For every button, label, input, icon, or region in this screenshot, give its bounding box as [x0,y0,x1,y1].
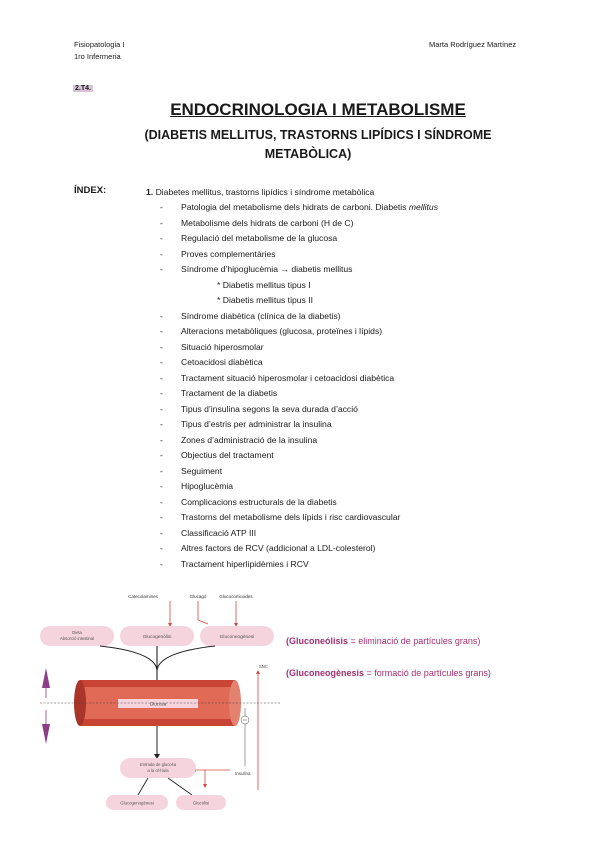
index-item-text: Situació hiperosmolar [181,341,264,352]
index-main-text: Diabetes mellitus, trastorns lipídics i síndrome metabòlica [155,187,375,197]
index-item [160,557,520,573]
diagram-text: Gluconeogènesi [219,635,255,640]
index-item-text: Complicacions estructurals de la diabetis [181,496,337,507]
index-item-dash: - [160,264,163,274]
index-item-dash: - [160,310,163,321]
diagram-text: Dieta [72,630,82,635]
index-item-text: Hipoglucèmia [181,481,234,491]
page-subtitle [0,126,600,164]
index-item-text: Tipus d’insulina segons la seva durada d’acció [181,403,358,414]
index-item [160,386,520,402]
index-item-text: Seguiment [181,465,223,476]
subtitle-line-1: (DIABETIS MELLITUS, TRASTORNS LIPÍDICS I SÍNDROME [144,128,492,142]
index-item-text: Alteracions metabòliques (glucosa, proteïnes i lípids) [181,326,383,336]
diagram-text: Absorció intestinal [60,636,94,641]
index-item-dash: - [160,248,163,259]
index-item-dash: - [160,341,163,352]
index-item-dash: - [160,465,163,476]
index-main-item [146,185,374,201]
index-item [160,262,520,278]
header-subject: Fisiopatologia I [74,40,125,49]
index-item [160,479,520,495]
index-item-text: Regulació del metabolisme de la glucosa [181,233,338,243]
down-arrow [42,724,50,744]
index-item-text: * Diabetis mellitus tipus II [217,295,313,305]
header-author: Marta Rodríguez Martínez [429,40,517,49]
index-item-text: Zones d’administració de la insulina [181,434,318,445]
index-label: ÍNDEX: [74,185,107,196]
index-item [160,200,520,216]
diagram-text: Glucosa [149,701,167,707]
index-item-dash: - [160,326,163,336]
index-item [160,402,520,418]
index-item [160,448,520,464]
note-gluconeogenesis-term: (Gluconeogènesis [286,668,365,678]
index-item [160,324,520,340]
index-item-text: * Diabetis mellitus tipus I [217,279,311,290]
diagram-text: Insulina [235,771,251,776]
index-item [160,464,520,480]
index-item [160,340,520,356]
diagram-text: Glucòlisi [192,800,210,806]
diagram-label-glucago: Glucagó [189,594,207,599]
index-item-text: Tractament de la diabetis [181,388,278,398]
index-item [160,510,520,526]
index-item-dash: - [160,496,163,507]
index-item-text: Tractament situació hiperosmolar i cetoacidosi diabètica [181,372,395,383]
index-item-text: Síndrome d’hipoglucèmia → diabetis mellitus [181,264,353,274]
index-item-dash: - [160,419,163,429]
index-item-text: Tractament hiperlipidèmies i RCV [181,558,309,569]
up-arrow [42,668,50,688]
index-main-number: 1. [146,187,154,197]
index-item-dash: - [160,434,163,445]
index-sublist [160,200,520,572]
subtitle-line-2: METABÒLICA) [264,147,352,161]
index-item-italic: mellitus [408,202,439,212]
index-item-dash: - [160,357,163,367]
index-item-text: Classificació ATP III [181,527,257,538]
index-item-dash: - [160,372,163,383]
index-item-dash: - [160,481,163,491]
note-glucogenolisis [286,636,480,646]
page-title: ENDOCRINOLOGIA I METABOLISME [170,100,466,119]
index-item [160,495,520,511]
diagram-text: Glucogenòlisi [142,635,172,640]
index-item-dash: - [160,512,163,522]
index-item-text: Cetoacidosi diabètica [181,357,263,367]
index-item [160,433,520,449]
diagram-text: Glucogenogènesi [120,800,154,806]
index-item [160,541,520,557]
note-gluconeogenesis [286,668,491,678]
hormone-arrows [170,601,236,624]
index-item [160,293,520,309]
header-course: 1ro Infermeria [74,52,121,61]
section-code: 2.T4. [75,85,91,92]
index-item-text: Trastorns del metabolisme dels lípids i risc cardiovascular [181,512,401,522]
diagram-label-catecolamines: Catecolamines [128,594,158,599]
index-item [160,231,520,247]
glucose-regulation-diagram [40,590,280,815]
index-item [160,216,520,232]
index-item-dash: - [160,388,163,398]
index-item-text: Altres factors de RCV (addicional a LDL-colesterol) [181,543,376,553]
index-item [160,371,520,387]
diagram-text: Entrada de glucosa [139,762,177,767]
diagram-label-glucocorticoides: Glucocorticoides [219,594,253,599]
index-item-text: Metabolisme dels hidrats de carboni (H de C) [181,217,354,228]
index-item-dash: - [160,527,163,538]
index-item [160,526,520,542]
index-item [160,309,520,325]
index-item-text: Tipus d’estris per administrar la insulina [181,419,332,429]
index-item-text: Síndrome diabètica (clínica de la diabetis) [181,310,341,321]
index-item [160,417,520,433]
index-item-dash: - [160,450,163,460]
note-glucogenolisis-term: (Gluconeólisis [286,636,349,646]
index-item-dash: - [160,558,163,569]
diagram-svg [40,590,280,815]
index-item-text: Proves complementàries [181,248,276,259]
diagram-text: SNC [259,664,268,669]
note-glucogenolisis-def: = eliminació de partícules grans) [348,636,481,646]
index-item [160,278,520,294]
index-item-dash: - [160,202,163,212]
index-item-dash: - [160,233,163,243]
index-item [160,355,520,371]
index-item-dash: - [160,403,163,414]
index-item-text: Patologia del metabolisme dels hidrats de carboni. Diabetis [181,202,409,212]
diagram-text: a la cèl·lula [147,768,169,773]
note-gluconeogenesis-def: = formació de partícules grans) [364,668,491,678]
index-item-text: Objectius del tractament [181,450,274,460]
index-item-dash: - [160,217,163,228]
index-item-dash: - [160,543,163,553]
index-item [160,247,520,263]
